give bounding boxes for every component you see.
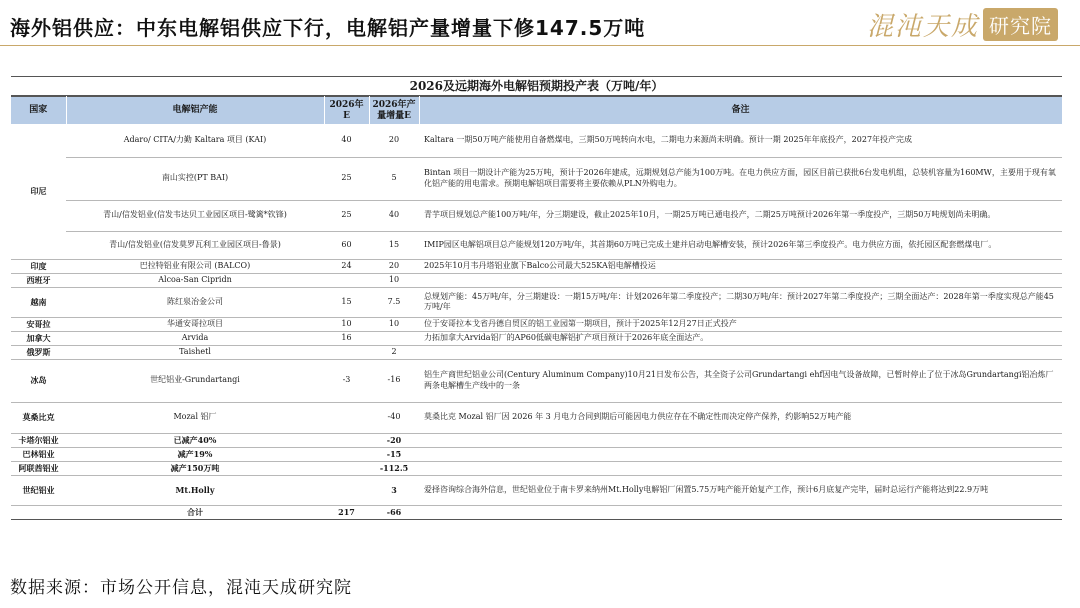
- table-row: [11, 157, 1062, 200]
- e2026-cell: [324, 402, 369, 433]
- e2026-cell: 24: [324, 259, 369, 273]
- note-cell: [419, 433, 1062, 447]
- prod2026-cell: 10: [369, 317, 419, 331]
- e2026-cell: [324, 433, 369, 447]
- note-cell: 2025年10月韦丹塔铝业旗下Balco公司最大525KA铝电解槽投运: [419, 259, 1062, 273]
- prod2026-cell: 5: [369, 157, 419, 200]
- note-cell: [419, 461, 1062, 475]
- e2026-cell: 25: [324, 200, 369, 231]
- note-cell: 铝生产商世纪铝业公司(Century Aluminum Company)10月21日发布公告，其全资子公司Grundartangi ehf因电气设备故障，已暂时停止了位于冰岛Grundartangi铝冶炼厂两条电解槽生产线中的一条: [419, 359, 1062, 402]
- prod2026-cell: -40: [369, 402, 419, 433]
- capacity-cell: Arvida: [66, 331, 324, 345]
- capacity-cell: Adaro/ CITA/力勤 Kaltara 项目 (KAI): [66, 124, 324, 157]
- table-row: [11, 273, 1062, 287]
- e2026-cell: [324, 345, 369, 359]
- note-cell: 青芋项目规划总产能100万吨/年，分三期建设，截止2025年10月，一期25万吨已通电投产，二期25万吨预计2026年第一季度投产，三期50万吨规划尚未明确。: [419, 200, 1062, 231]
- capacity-cell: 减产150万吨: [66, 461, 324, 475]
- prod2026-cell: 40: [369, 200, 419, 231]
- e2026-cell: [324, 475, 369, 505]
- country-cell: 越南: [11, 287, 66, 317]
- country-cell: 安哥拉: [11, 317, 66, 331]
- country-cell: 冰岛: [11, 359, 66, 402]
- country-cell: 莫桑比克: [11, 402, 66, 433]
- note-cell: Kaltara 一期50万吨产能使用自备燃煤电，三期50万吨转向水电，二期电力来源尚未明确。预计一期 2025年年底投产，2027年投产完成: [419, 124, 1062, 157]
- company-cell: 巴林铝业: [11, 447, 66, 461]
- e2026-cell: -3: [324, 359, 369, 402]
- slide-title: 海外铝供应：中东电解铝供应下行，电解铝产量增量下修147.5万吨: [10, 16, 646, 40]
- e2026-cell: 25: [324, 157, 369, 200]
- prod2026-cell: 20: [369, 259, 419, 273]
- capacity-cell: Mt.Holly: [66, 475, 324, 505]
- company-cell: 阿联酋铝业: [11, 461, 66, 475]
- e2026-cell: 60: [324, 231, 369, 259]
- table-row: [11, 200, 1062, 231]
- note-cell: [419, 345, 1062, 359]
- slide-header: [0, 0, 1080, 50]
- capacity-cell: 巴拉特铝业有限公司 (BALCO): [66, 259, 324, 273]
- data-source: 数据来源：市场公开信息，混沌天成研究院: [10, 578, 352, 598]
- table-row: [11, 475, 1062, 505]
- header-2026-production-increment: 2026年产量增量E: [369, 97, 419, 125]
- brand-name: 混沌天成: [866, 12, 979, 42]
- total-note-spacer: [419, 505, 1062, 519]
- capacity-cell: 南山实控(PT BAI): [66, 157, 324, 200]
- total-row: [11, 505, 1062, 519]
- country-cell: 俄罗斯: [11, 345, 66, 359]
- brand-logo: [867, 6, 1058, 43]
- prod2026-cell: -112.5: [369, 461, 419, 475]
- prod2026-cell: -15: [369, 447, 419, 461]
- note-cell: 力拓加拿大Arvida铝厂的AP60低碳电解铝扩产项目预计于2026年底全面达产。: [419, 331, 1062, 345]
- header-divider: [0, 45, 1080, 46]
- company-cell: 世纪铝业: [11, 475, 66, 505]
- prod2026-cell: 20: [369, 124, 419, 157]
- capacity-cell: 青山/信发铝业(信发莫罗瓦利工业园区项目-鲁景): [66, 231, 324, 259]
- capacity-cell: Taishetl: [66, 345, 324, 359]
- table-row: [11, 433, 1062, 447]
- capacity-cell: 已减产40%: [66, 433, 324, 447]
- table-row: [11, 359, 1062, 402]
- prod2026-cell: 2: [369, 345, 419, 359]
- total-spacer: [11, 505, 66, 519]
- note-cell: 莫桑比克 Mozal 铝厂因 2026 年 3 月电力合同到期后可能因电力供应存在不确定性而决定停产保养，约影响52万吨产能: [419, 402, 1062, 433]
- e2026-cell: 16: [324, 331, 369, 345]
- country-cell: 印尼: [11, 124, 66, 259]
- table-row: [11, 345, 1062, 359]
- note-cell: Bintan 项目一期设计产能为25万吨，预计于2026年建成，远期规划总产能为100万吨。在电力供应方面，园区目前已获批6台发电机组，总装机容量为160MW，主要用于现有氧化铝产能的用电需求。预期电解铝项目需要将主要依赖从PLN外购电力。: [419, 157, 1062, 200]
- header-country: 国家: [11, 97, 66, 125]
- header-2026e: 2026年E: [324, 97, 369, 125]
- header-capacity: 电解铝产能: [66, 97, 324, 125]
- note-cell: [419, 273, 1062, 287]
- capacity-cell: 华通安哥拉项目: [66, 317, 324, 331]
- country-cell: 加拿大: [11, 331, 66, 345]
- prod2026-cell: 3: [369, 475, 419, 505]
- table-row: [11, 461, 1062, 475]
- table-row: [11, 287, 1062, 317]
- table-header-row: [11, 97, 1062, 125]
- capacity-cell: Mozal 铝厂: [66, 402, 324, 433]
- capacity-cell: 陈红泉冶金公司: [66, 287, 324, 317]
- capacity-cell: Alcoa-San Cipridn: [66, 273, 324, 287]
- capacity-table-container: [11, 76, 1062, 520]
- e2026-cell: [324, 273, 369, 287]
- table-row: [11, 331, 1062, 345]
- country-cell: 印度: [11, 259, 66, 273]
- note-cell: 爱择咨询综合海外信息，世纪铝业位于南卡罗来纳州Mt.Holly电解铝厂闲置5.75万吨产能开始复产工作，预计6月底复产完毕，届时总运行产能将达到22.9万吨: [419, 475, 1062, 505]
- brand-institute-badge: 研究院: [983, 8, 1058, 41]
- table-row: [11, 447, 1062, 461]
- prod2026-cell: -16: [369, 359, 419, 402]
- note-cell: IMIP园区电解铝项目总产能规划120万吨/年，其首期60万吨已完成土建并启动电解槽安装，预计2026年第三季度投产。电力供应方面，依托园区配套燃煤电厂。: [419, 231, 1062, 259]
- e2026-cell: 40: [324, 124, 369, 157]
- capacity-cell: 减产19%: [66, 447, 324, 461]
- capacity-cell: 世纪铝业-Grundartangi: [66, 359, 324, 402]
- table-row: [11, 317, 1062, 331]
- table-title: 2026及远期海外电解铝预期投产表（万吨/年）: [11, 76, 1062, 96]
- prod2026-cell: 15: [369, 231, 419, 259]
- note-cell: [419, 447, 1062, 461]
- e2026-cell: [324, 461, 369, 475]
- company-cell: 卡塔尔铝业: [11, 433, 66, 447]
- table-row: [11, 259, 1062, 273]
- total-e2026: 217: [324, 505, 369, 519]
- capacity-table: [11, 96, 1063, 520]
- header-note: 备注: [419, 97, 1062, 125]
- table-row: [11, 231, 1062, 259]
- total-label: 合计: [66, 505, 324, 519]
- prod2026-cell: 10: [369, 273, 419, 287]
- table-row: [11, 124, 1062, 157]
- prod2026-cell: -20: [369, 433, 419, 447]
- prod2026-cell: [369, 331, 419, 345]
- country-cell: 西班牙: [11, 273, 66, 287]
- prod2026-cell: 7.5: [369, 287, 419, 317]
- capacity-cell: 青山/信发铝业(信发韦达贝工业园区项目-鹭篱*钦锋): [66, 200, 324, 231]
- note-cell: 总规划产能：45万吨/年，分三期建设：一期15万吨/年：计划2026年第二季度投产；二期30万吨/年：预计2027年第二季度投产；三期全面达产：2028年第一季度实现总产能45万吨/年: [419, 287, 1062, 317]
- e2026-cell: 10: [324, 317, 369, 331]
- total-prod2026: -66: [369, 505, 419, 519]
- e2026-cell: [324, 447, 369, 461]
- table-row: [11, 402, 1062, 433]
- note-cell: 位于安哥拉本戈省丹德自贸区的铝工业园第一期项目，预计于2025年12月27日正式投产: [419, 317, 1062, 331]
- e2026-cell: 15: [324, 287, 369, 317]
